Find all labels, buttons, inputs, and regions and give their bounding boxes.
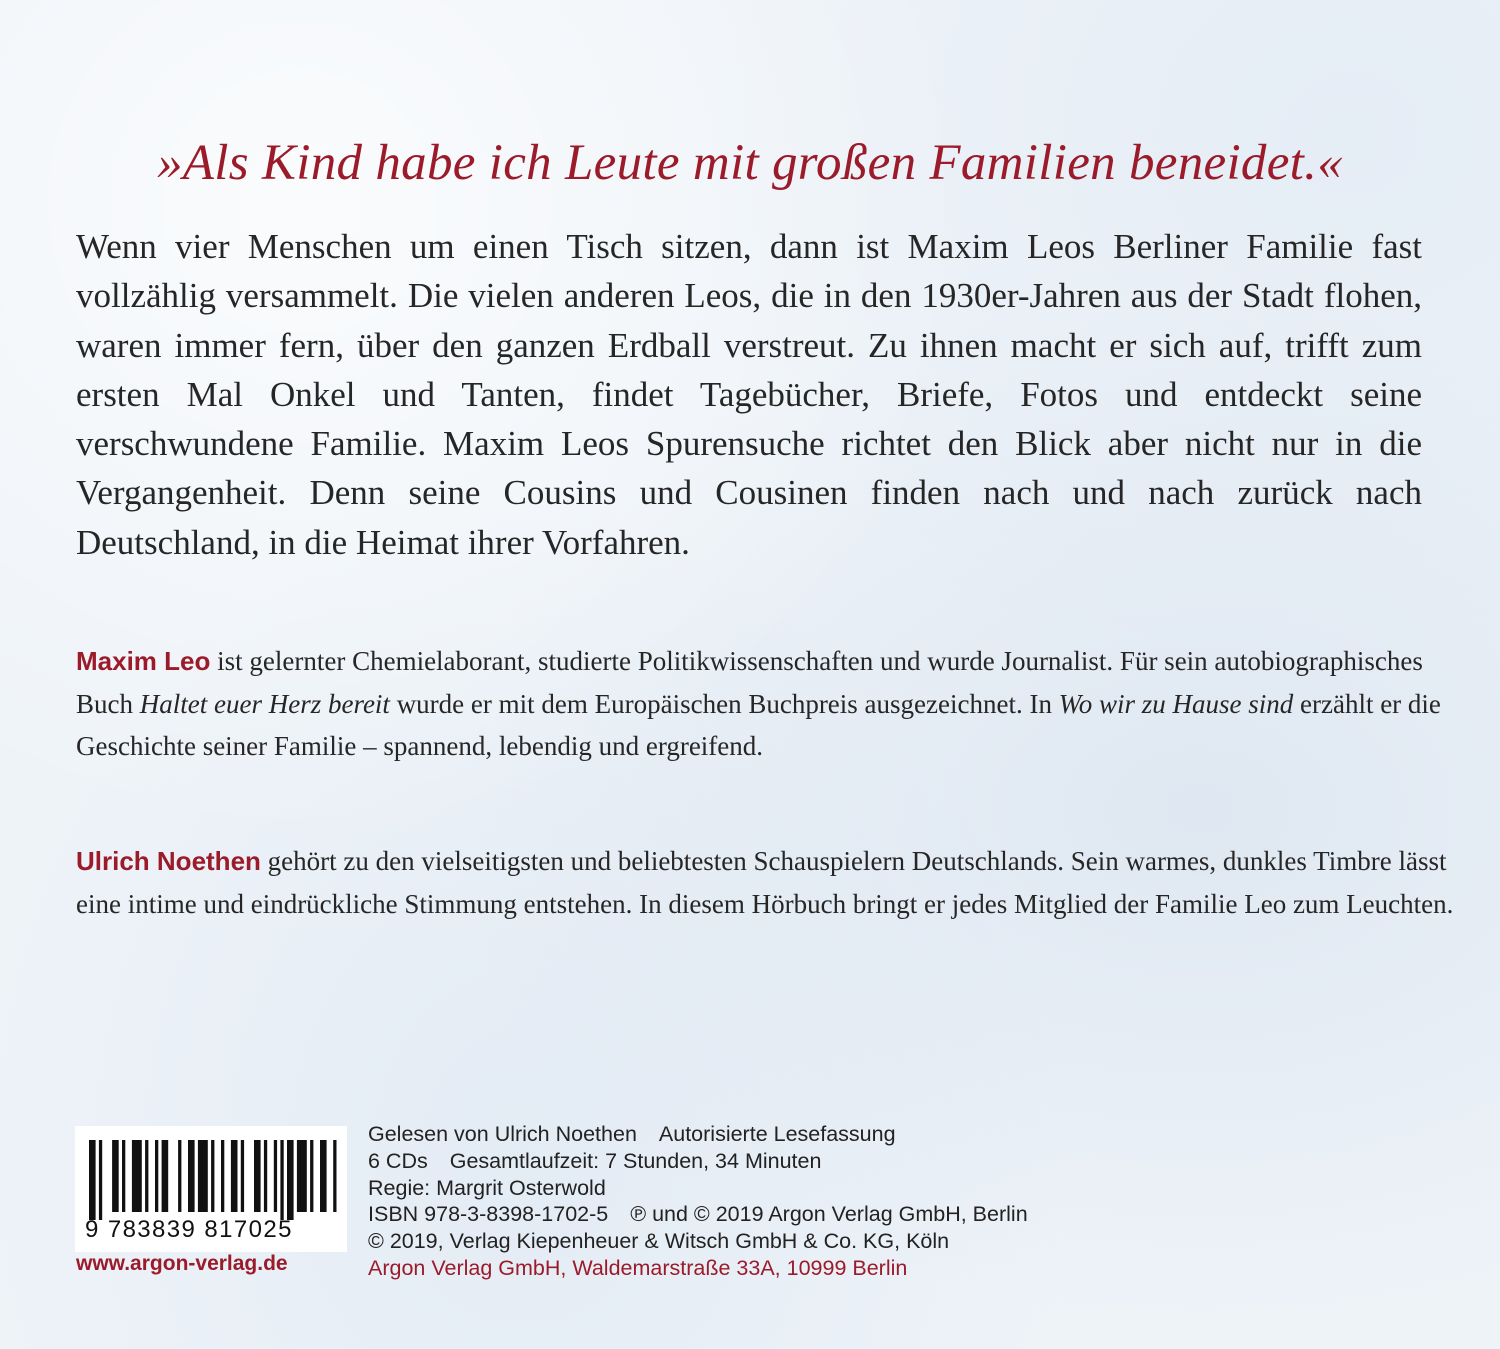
author-bio-text: ist gelernter Chemielaborant, studierte Politikwissenschaften und wurde Journalist. Für sein autobiographisches Buch [76, 646, 1423, 719]
barcode-bar [99, 1140, 102, 1220]
barcode-bar [264, 1140, 267, 1212]
director-credit: Regie: Margrit Osterwold [368, 1175, 606, 1200]
book-title-2: Wo wir zu Hause sind [1058, 688, 1294, 719]
credits-line-2 [368, 1148, 1028, 1175]
barcode-bar [211, 1140, 214, 1212]
barcode-bar [310, 1140, 313, 1212]
barcode-bar [333, 1140, 336, 1212]
barcode-bar [241, 1140, 244, 1212]
barcode-bar [287, 1140, 294, 1220]
barcode-bar [162, 1140, 169, 1212]
barcode-bar [198, 1140, 208, 1212]
author-bio-text: erzählt er die Geschichte seiner Familie – spannend, lebendig und ergreifend. [76, 688, 1441, 761]
barcode-bars [75, 1126, 347, 1221]
credits-line-1 [368, 1121, 1028, 1148]
isbn: ISBN 978-3-8398-1702-5 [368, 1202, 609, 1227]
author-bio [76, 640, 1456, 768]
credits-line-4 [368, 1201, 1028, 1228]
runtime: Gesamtlaufzeit: 7 Stunden, 34 Minuten [449, 1148, 822, 1173]
phono-copyright: ℗ und © 2019 Argon Verlag GmbH, Berlin [630, 1202, 1028, 1227]
narrator-bio-text: gehört zu den vielseitigsten und beliebtesten Schauspielern Deutschlands. Sein warmes, dunkles Timbre lässt eine intime und eindrückliche Stimmung entstehen. In diesem Hörbuch bringt er jedes Mitglied der Familie Leo zum Leuchten. [76, 846, 1454, 919]
production-credits [368, 1121, 1028, 1282]
barcode-number: 9 783839 817025 [85, 1216, 293, 1243]
author-name: Maxim Leo [76, 646, 211, 676]
barcode-bar [231, 1140, 238, 1212]
barcode-bar [145, 1140, 148, 1212]
publisher-website-link[interactable]: www.argon-verlag.de [76, 1252, 288, 1275]
narrator-name: Ulrich Noethen [76, 846, 261, 876]
narrator-bio [76, 840, 1456, 925]
barcode-bar [155, 1140, 158, 1212]
barcode-bar [89, 1140, 96, 1220]
version-note: Autorisierte Lesefassung [658, 1122, 896, 1146]
barcode-bar [320, 1140, 327, 1212]
barcode-bar [254, 1140, 261, 1212]
book-summary [76, 222, 1422, 567]
text-copyright: © 2019, Verlag Kiepenheuer & Witsch GmbH & Co. KG, Köln [368, 1229, 950, 1254]
isbn-barcode [75, 1126, 347, 1252]
barcode-bar [132, 1140, 142, 1212]
barcode-bar [178, 1140, 181, 1212]
book-title-1: Haltet euer Herz bereit [139, 688, 390, 719]
barcode-bar [297, 1140, 307, 1212]
author-bio-text: wurde er mit dem Europäischen Buchpreis ausgezeichnet. In [389, 688, 1059, 719]
barcode-bar [112, 1140, 119, 1212]
barcode-bar [221, 1140, 224, 1212]
summary-paragraph: Wenn vier Menschen um einen Tisch sitzen, dann ist Maxim Leos Berliner Familie fast vollzählig versammelt. Die vielen anderen Leos, die in den 1930er-Jahren aus der Stadt flohen, waren immer fern, über den ganzen Erdball verstreut. Zu ihnen macht er sich auf, trifft zum ersten Mal Onkel und Tanten, findet Tagebücher, Briefe, Fotos und entdeckt seine verschwundene Familie. Maxim Leos Spurensuche richtet den Blick aber nicht nur in die Vergangenheit. Denn seine Cousins und Cousinen finden nach und nach zurück nach Deutschland, in die Heimat ihrer Vorfahren. [76, 227, 1422, 562]
reader-credit: Gelesen von Ulrich Noethen [368, 1122, 637, 1146]
barcode-bar [280, 1140, 283, 1220]
barcode-bar [274, 1140, 277, 1212]
barcode-bar [188, 1140, 195, 1212]
pull-quote: »Als Kind habe ich Leute mit großen Familien beneidet.« [157, 135, 1343, 191]
publisher-address: Argon Verlag GmbH, Waldemarstraße 33A, 10999 Berlin [368, 1255, 908, 1280]
cd-count: 6 CDs [368, 1148, 428, 1173]
barcode-bar [122, 1140, 125, 1212]
